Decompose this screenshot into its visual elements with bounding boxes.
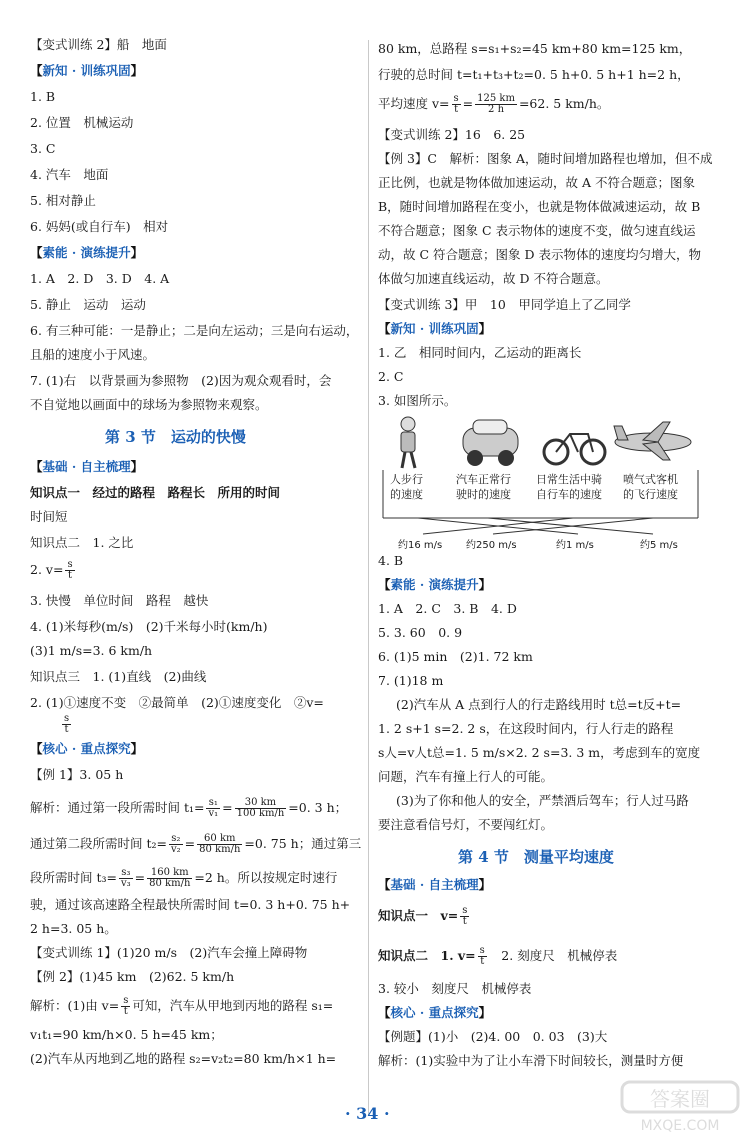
answer-line: 5. 静止 运动 运动 [30, 297, 146, 312]
fraction: $\frac{s}{t}$ [479, 945, 485, 967]
formula-line [60, 714, 73, 735]
answer-line: 80 km，总路程 s=s₁+s₂=45 km+80 km=125 km， [378, 41, 692, 56]
answer-line: 1. 2 s+1 s=2. 2 s，在这段时间内，行人行走的路程 [378, 721, 674, 736]
answer-line: 【变式训练 2】船 地面 [30, 37, 167, 52]
answer-line: 【变式训练 3】甲 10 甲同学追上了乙同学 [378, 297, 631, 312]
answer-line: 动，故 C 符合题意；图象 D 表示物体的速度均匀增大，物 [378, 247, 701, 262]
svg-text:答案圈: 答案圈 [650, 1087, 710, 1111]
answer-line: 知识点二 1. 之比 [30, 535, 134, 550]
answer-line: 5. 相对静止 [30, 193, 96, 208]
section-header-jichu: 【基础 · 自主梳理】 [378, 877, 492, 892]
formula-line: 知识点二 1. v= $\frac{s}{t}$ 2. 刻度尺 机械停表 [378, 945, 618, 967]
figure-label: 喷气式客机 的飞行速度 [623, 473, 678, 501]
section-header-suneng: 【素能 · 演练提升】 [30, 245, 144, 260]
section-title: 第 3 节 运动的快慢 [105, 428, 246, 446]
answer-line: v₁t₁=90 km/h×0. 5 h=45 km； [30, 1027, 223, 1042]
speed-label: 约16 m/s [398, 540, 443, 551]
answer-line: 【例 2】(1)45 km (2)62. 5 km/h [30, 969, 235, 984]
answer-line: 7. (1)18 m [378, 673, 444, 688]
answer-line: 6. 有三种可能：一是静止；二是向左运动；三是向右运动， [30, 323, 359, 338]
answer-line: 3. 快慢 单位时间 路程 越快 [30, 593, 209, 608]
answer-line: (3)为了你和他人的安全，严禁酒后驾车；行人过马路 [396, 793, 689, 808]
airplane-icon [614, 422, 691, 460]
answer-line: 3. 如图所示。 [378, 393, 457, 408]
answer-line: 6. (1)5 min (2)1. 72 km [378, 649, 533, 664]
section-header-jichu: 【基础 · 自主梳理】 [30, 459, 144, 474]
answer-line: 7. (1)右 以背景画为参照物 (2)因为观众观看时，会 [30, 373, 332, 388]
fraction: $\frac{s}{t}$ [64, 713, 70, 735]
answer-line: 体做匀加速直线运动，故 D 不符合题意。 [378, 271, 609, 286]
watermark-logo [620, 1080, 740, 1135]
answer-line: 行驶的总时间 t=t₁+t₃+t₂=0. 5 h+0. 5 h+1 h=2 h， [378, 67, 690, 82]
answer-line: s人=v人t总=1. 5 m/s×2. 2 s=3. 3 m，考虑到车的宽度 [378, 745, 701, 760]
svg-text:MXQE.COM: MXQE.COM [640, 1118, 720, 1134]
formula-line: 段所需时间 t₃= $\frac{\text{s₃}}{\text{v₃}}$ = $\frac{160 km}{80 km/h}$ =2 h。所以按规定时速行 [30, 867, 338, 889]
section-header-suneng: 【素能 · 演练提升】 [378, 577, 492, 592]
fraction: $\frac{30 km}{100 km/h}$ [236, 797, 285, 819]
fraction: $\frac{s}{t}$ [462, 905, 468, 927]
page-number: · 34 · [345, 1104, 390, 1123]
formula-line: 解析：通过第一段所需时间 t₁= $\frac{\text{s₁}}{\text{v₁}}$ = $\frac{30 km}{100 km/h}$ =0. 3 h； [30, 797, 348, 819]
answer-line: 6. 妈妈(或自行车) 相对 [30, 219, 169, 234]
answer-line: 不自觉地以画面中的球场为参照物来观察。 [30, 397, 268, 412]
answer-line: 1. 乙 相同时间内，乙运动的距离长 [378, 345, 582, 360]
figure-label: 人步行 的速度 [390, 473, 423, 501]
answer-line: 【变式训练 1】(1)20 m/s (2)汽车会撞上障碍物 [30, 945, 308, 960]
answer-line: 正比例，也就是物体做加速运动，故 A 不符合题意；图象 [378, 175, 695, 190]
speed-label: 约5 m/s [640, 540, 678, 551]
car-icon [463, 420, 518, 466]
answer-line: 驶，通过该高速路全程最快所需时间 t=0. 3 h+0. 75 h+ [30, 897, 351, 912]
answer-line: (2)汽车从 A 点到行人的行走路线用时 t总=t反+t= [396, 697, 682, 712]
section-header-hexin: 【核心 · 重点探究】 [30, 741, 144, 756]
answer-line: 解析：(1)实验中为了让小车滑下时间较长，测量时方便 [378, 1053, 684, 1068]
answer-line: (3)1 m/s=3. 6 km/h [30, 643, 153, 658]
figure-label: 汽车正常行 驶时的速度 [456, 473, 511, 501]
section-header-hexin: 【核心 · 重点探究】 [378, 1005, 492, 1020]
section-title: 第 4 节 测量平均速度 [458, 848, 614, 866]
answer-line: 4. B [378, 553, 404, 568]
speed-matching-figure [378, 410, 708, 550]
fraction: $\frac{s}{t}$ [67, 559, 73, 581]
answer-line: 【例 3】C 解析：图象 A，随时间增加路程也增加，但不成 [378, 151, 713, 166]
answer-line: 知识点一 经过的路程 路程长 所用的时间 [30, 485, 281, 500]
fraction: $\frac{s}{t}$ [453, 93, 459, 115]
fraction: $\frac{\text{s₂}}{\text{v₂}}$ [170, 833, 181, 855]
answer-line: B，随时间增加路程在变小，也就是物体做减速运动，故 B [378, 199, 701, 214]
formula-line: 平均速度 v= $\frac{s}{t}$ = $\frac{125 km}{2 h}$ =62. 5 km/h。 [378, 93, 610, 115]
answer-line: 不符合题意；图象 C 表示物体的速度不变，做匀速直线运 [378, 223, 696, 238]
fraction: $\frac{160 km}{80 km/h}$ [149, 867, 191, 889]
formula-line: 解析：(1)由 v= $\frac{s}{t}$ 可知，汽车从甲地到丙地的路程 s₁= [30, 995, 334, 1017]
answer-line: 3. C [30, 141, 56, 156]
section-header-xinzhi: 【新知 · 训练巩固】 [378, 321, 492, 336]
answer-line: 3. 较小 刻度尺 机械停表 [378, 981, 532, 996]
section-header-xinzhi: 【新知 · 训练巩固】 [30, 63, 144, 78]
answer-line: 2. 位置 机械运动 [30, 115, 134, 130]
answer-line: 4. (1)米每秒(m/s) (2)千米每小时(km/h) [30, 619, 268, 634]
answer-line: (2)汽车从丙地到乙地的路程 s₂=v₂t₂=80 km/h×1 h= [30, 1051, 337, 1066]
fraction: $\frac{60 km}{80 km/h}$ [199, 833, 241, 855]
answer-line: 1. A 2. D 3. D 4. A [30, 271, 170, 286]
formula-line: 通过第二段所需时间 t₂= $\frac{\text{s₂}}{\text{v₂}}$ = $\frac{60 km}{80 km/h}$ =0. 75 h；通过第三 [30, 833, 362, 855]
answer-line: 且船的速度小于风速。 [30, 347, 156, 362]
figure-label: 日常生活中骑 自行车的速度 [536, 473, 602, 501]
answer-line: 4. 汽车 地面 [30, 167, 109, 182]
answer-line: 【例 1】3. 05 h [30, 767, 124, 782]
fraction: $\frac{\text{s₁}}{\text{v₁}}$ [208, 797, 219, 819]
answer-line: 问题，汽车有撞上行人的可能。 [378, 769, 554, 784]
column-divider [368, 40, 369, 1115]
person-walking-icon [401, 417, 415, 468]
bicycle-icon [544, 434, 605, 464]
answer-line: 【例题】(1)小 (2)4. 00 0. 03 (3)大 [378, 1029, 608, 1044]
formula-line: 2. v= $\frac{s}{t}$ [30, 559, 73, 581]
formula-line: 知识点一 v= $\frac{s}{t}$ [378, 905, 468, 927]
fraction: $\frac{125 km}{2 h}$ [477, 93, 515, 115]
speed-label: 约250 m/s [466, 540, 517, 551]
answer-line: 2. C [378, 369, 404, 384]
fraction: $\frac{s}{t}$ [123, 995, 129, 1017]
answer-line: 5. 3. 60 0. 9 [378, 625, 463, 640]
answer-line: 2 h=3. 05 h。 [30, 921, 117, 936]
answer-line: 1. B [30, 89, 56, 104]
answer-line: 要注意看信号灯，不要闯红灯。 [378, 817, 554, 832]
answer-line: 知识点三 1. (1)直线 (2)曲线 [30, 669, 207, 684]
answer-line: 时间短 [30, 509, 68, 524]
answer-line: 1. A 2. C 3. B 4. D [378, 601, 517, 616]
speed-label: 约1 m/s [556, 540, 594, 551]
answer-line: 【变式训练 2】16 6. 25 [378, 127, 526, 142]
answer-line: 2. (1)①速度不变 ②最简单 (2)①速度变化 ②v= [30, 695, 324, 710]
fraction: $\frac{\text{s₃}}{\text{v₃}}$ [120, 867, 131, 889]
